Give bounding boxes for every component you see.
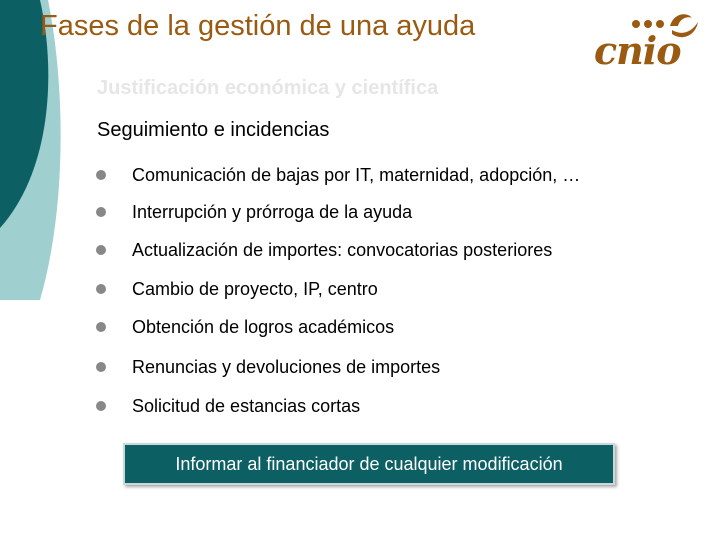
list-item	[96, 355, 440, 379]
list-item-text: Renuncias y devoluciones de importes	[132, 356, 441, 377]
list-item-text: Comunicación de bajas por IT, maternidad, adopción, …	[132, 164, 581, 185]
callout-box	[123, 443, 615, 485]
logo-text: cnio	[594, 28, 681, 73]
list-item	[96, 315, 394, 339]
bullet-dot-icon	[96, 362, 106, 372]
list-item	[96, 277, 378, 301]
bullet-dot-icon	[96, 245, 106, 255]
list-item	[96, 238, 552, 262]
list-item-text: Obtención de logros académicos	[132, 316, 395, 337]
list-item	[96, 394, 360, 418]
section-heading: Seguimiento e incidencias	[97, 119, 330, 141]
bullet-dot-icon	[96, 170, 106, 180]
callout-text: Informar al financiador de cualquier modificación	[175, 453, 563, 474]
bullet-dot-icon	[96, 322, 106, 332]
list-item-text: Interrupción y prórroga de la ayuda	[132, 201, 413, 222]
list-item-text: Actualización de importes: convocatorias posteriores	[132, 239, 553, 260]
list-item	[96, 200, 412, 224]
list-item-text: Cambio de proyecto, IP, centro	[132, 278, 378, 299]
bullet-dot-icon	[96, 207, 106, 217]
bullet-dot-icon	[96, 284, 106, 294]
faded-heading: Justificación económica y científica	[97, 77, 439, 99]
list-item-text: Solicitud de estancias cortas	[132, 395, 361, 416]
list-item	[96, 163, 580, 187]
bullet-dot-icon	[96, 401, 106, 411]
page-title: Fases de la gestión de una ayuda	[40, 10, 476, 42]
